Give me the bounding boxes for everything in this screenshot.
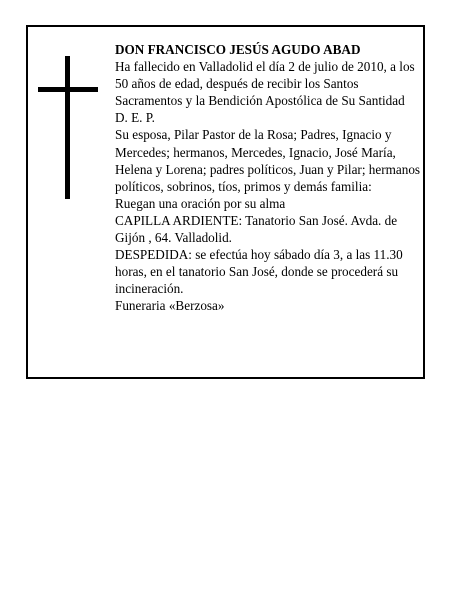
- death-announcement: Ha fallecido en Valladolid el día 2 de julio de 2010, a los 50 años de edad, después de recibir los Santos Sacramentos y la Bendición Apostólica de Su Santidad: [115, 59, 415, 109]
- funeral-home: Funeraria «Berzosa»: [115, 298, 225, 314]
- rip-line: D. E. P.: [115, 110, 155, 126]
- notice-text: [115, 41, 421, 315]
- cross-horizontal-bar: [38, 87, 98, 92]
- farewell-info: DESPEDIDA: se efectúa hoy sábado día 3, a las 11.30 horas, en el tanatorio San José, donde se procederá su incineración.: [115, 247, 403, 297]
- family-list: Su esposa, Pilar Pastor de la Rosa; Padres, Ignacio y Mercedes; hermanos, Mercedes, Ignacio, José María, Helena y Lorena; padres políticos, Juan y Pilar; hermanos políticos, sobrinos, tíos, primos y demás familia:: [115, 127, 421, 194]
- obituary-notice: [26, 25, 425, 379]
- chapel-info: CAPILLA ARDIENTE: Tanatorio San José. Avda. de Gijón , 64. Valladolid.: [115, 212, 398, 246]
- latin-cross-icon: [38, 56, 98, 199]
- cross-vertical-bar: [65, 56, 70, 199]
- deceased-name: DON FRANCISCO JESÚS AGUDO ABAD: [115, 42, 361, 57]
- prayer-request: Ruegan una oración por su alma: [115, 195, 286, 211]
